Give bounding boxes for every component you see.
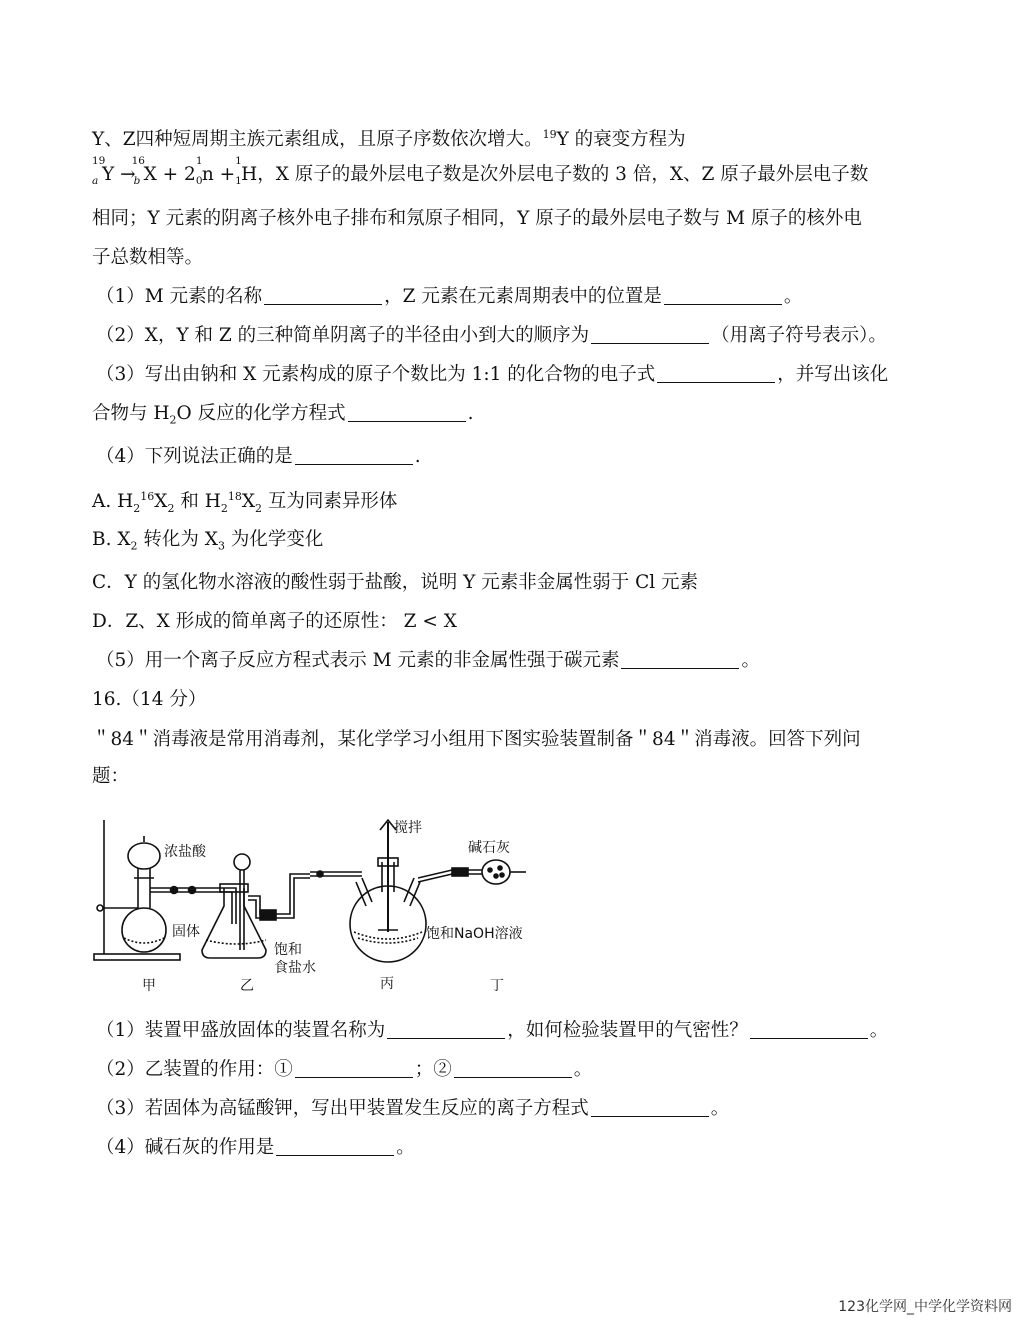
label-naoh: 饱和NaOH溶液 [426,926,523,942]
q15-part-3 [96,362,888,388]
answer-blank[interactable] [750,1020,868,1039]
q15-part-3-cont: 合物与 $H_2O$ 反应的化学方程式 . [92,403,474,427]
neutron: 1 0 n + [195,155,236,187]
label-bing: 丙 [380,976,394,992]
intro-line-3: 相同；Y 元素的阴离子核外电子排布和氖原子相同，Y 原子的最外层电子数与 M 原子的核外电 [92,208,862,229]
label-brine-2: 食盐水 [274,960,316,976]
q15-part-1 [96,284,802,310]
mass-number: 19 [542,128,557,141]
question-text: （4）碱石灰的作用是 [96,1137,275,1158]
answer-blank[interactable] [295,446,413,465]
question-text: （5）用一个离子反应方程式表示 M 元素的非金属性强于碳元素 [96,650,620,671]
option-text: X [154,491,168,513]
question-text: （4）下列说法正确的是 [96,446,293,467]
question-text: O 反应的化学方程式 [176,403,346,424]
intro-line-4: 子总数相等。 [92,247,204,268]
answer-blank[interactable] [276,1137,394,1156]
question-text: 合物与 H [92,403,170,424]
answer-blank[interactable] [591,1098,709,1117]
option-text: B. X [92,529,131,550]
answer-blank[interactable] [591,325,709,344]
question-text: 。 [869,1020,889,1041]
question-text: ，Z 元素在元素周期表中的位置是 [384,286,662,307]
answer-blank[interactable] [621,650,739,669]
question-text: 。 [396,1137,415,1158]
answer-blank[interactable] [264,286,382,305]
apparatus-figure [92,812,552,1002]
nuclide-x: 16 b X + 2 [131,155,196,187]
intro-text: ，X 原子的最外层电子数是次外层电子数的 3 倍，X、Z 原子最外层电子数 [257,164,869,185]
label-stir: 搅拌 [394,820,422,836]
q16-part-3 [96,1096,729,1122]
erlenmeyer-flask [202,888,266,958]
option-b[interactable]: B. $X_2$ 转化为 $X_3$ 为化学变化 [92,529,324,553]
nuclide-y: 19 a Y → [92,155,136,187]
eq-part: n + [201,164,236,185]
answer-blank[interactable] [348,403,466,422]
answer-blank[interactable] [657,364,775,383]
question-text: （3）若固体为高锰酸钾，写出甲装置发生反应的离子方程式 [96,1098,589,1119]
option-text: A. H [92,491,134,513]
separatory-funnel [128,843,160,869]
label-jia: 甲 [142,978,156,994]
label-ding: 丁 [490,978,504,994]
label-brine-1: 饱和 [274,942,302,958]
answer-blank[interactable] [295,1059,413,1078]
question-text: ，并写出该化 [777,364,889,385]
proton: 1 1 H [235,155,258,187]
q15-part-2 [96,323,887,349]
intro-line-1 [92,122,686,153]
question-text: ；② [414,1059,452,1080]
answer-blank[interactable] [387,1020,505,1039]
intro-text: Y、Z四种短周期主族元素组成，且原子序数依次增大。 [92,129,543,151]
label-yi: 乙 [240,978,254,994]
q15-part-4: （4）下列说法正确的是 . [96,446,421,467]
option-text: 转化为 X [137,529,218,550]
stand-base [94,954,180,960]
eq-part: Y → [102,164,136,185]
question-text: 。 [573,1059,593,1080]
option-text: 和 H [174,491,221,513]
option-a[interactable]: A. $H_2^{16}X_2$ 和 $H_2^{18}X_2$ 互为同素异形体 [92,490,398,515]
option-c[interactable]: C．Y 的氢化物水溶液的酸性弱于盐酸，说明 Y 元素非金属性弱于 Cl 元素 [92,572,699,593]
question-text: ，如何检验装置甲的气密性？ [507,1020,748,1041]
question-text: 。 [741,650,760,671]
option-text: 互为同素异形体 [262,491,398,513]
question-text: 。 [783,286,803,307]
question-text: （3）写出由钠和 X 元素构成的原子个数比为 1:1 的化合物的电子式 [96,364,656,385]
q16-part-4 [96,1135,415,1161]
label-acid: 浓盐酸 [164,844,206,860]
q15-part-5 [96,648,760,674]
label-soda-lime: 碱石灰 [468,840,510,856]
question-text: （1）M 元素的名称 [96,286,263,307]
q16-part-2 [96,1057,592,1083]
label-solid: 固体 [172,924,200,940]
option-text: 为化学变化 [224,529,324,550]
option-text: X [241,491,256,513]
intro-text: Y 的衰变方程为 [556,129,686,151]
decay-equation-line [92,155,869,188]
footer-watermark: 123化学网_中学化学资料网 [838,1299,1012,1315]
question-text: （用离子符号表示）。 [711,325,887,346]
q16-part-1 [96,1018,888,1044]
round-bottom-flask [122,908,166,952]
drying-tube [482,860,510,884]
answer-blank[interactable] [664,286,782,305]
eq-part: H [241,164,258,185]
q16-intro-2: 题： [92,766,130,787]
answer-blank[interactable] [454,1059,572,1078]
eq-part: X + 2 [143,164,196,185]
question-text: （2）X，Y 和 Z 的三种简单阴离子的半径由小到大的顺序为 [96,325,590,346]
q16-header: 16.（14 分） [92,689,207,710]
question-text: （1）装置甲盛放固体的装置名称为 [96,1020,386,1041]
q16-intro-1: ＂84＂消毒液是常用消毒剂，某化学学习小组用下图实验装置制备＂84＂消毒液。回答下列问 [92,729,861,750]
option-d[interactable]: D．Z、X 形成的简单离子的还原性： Z < X [92,611,457,632]
question-text: （2）乙装置的作用：① [96,1059,293,1080]
question-text: 。 [710,1098,730,1119]
